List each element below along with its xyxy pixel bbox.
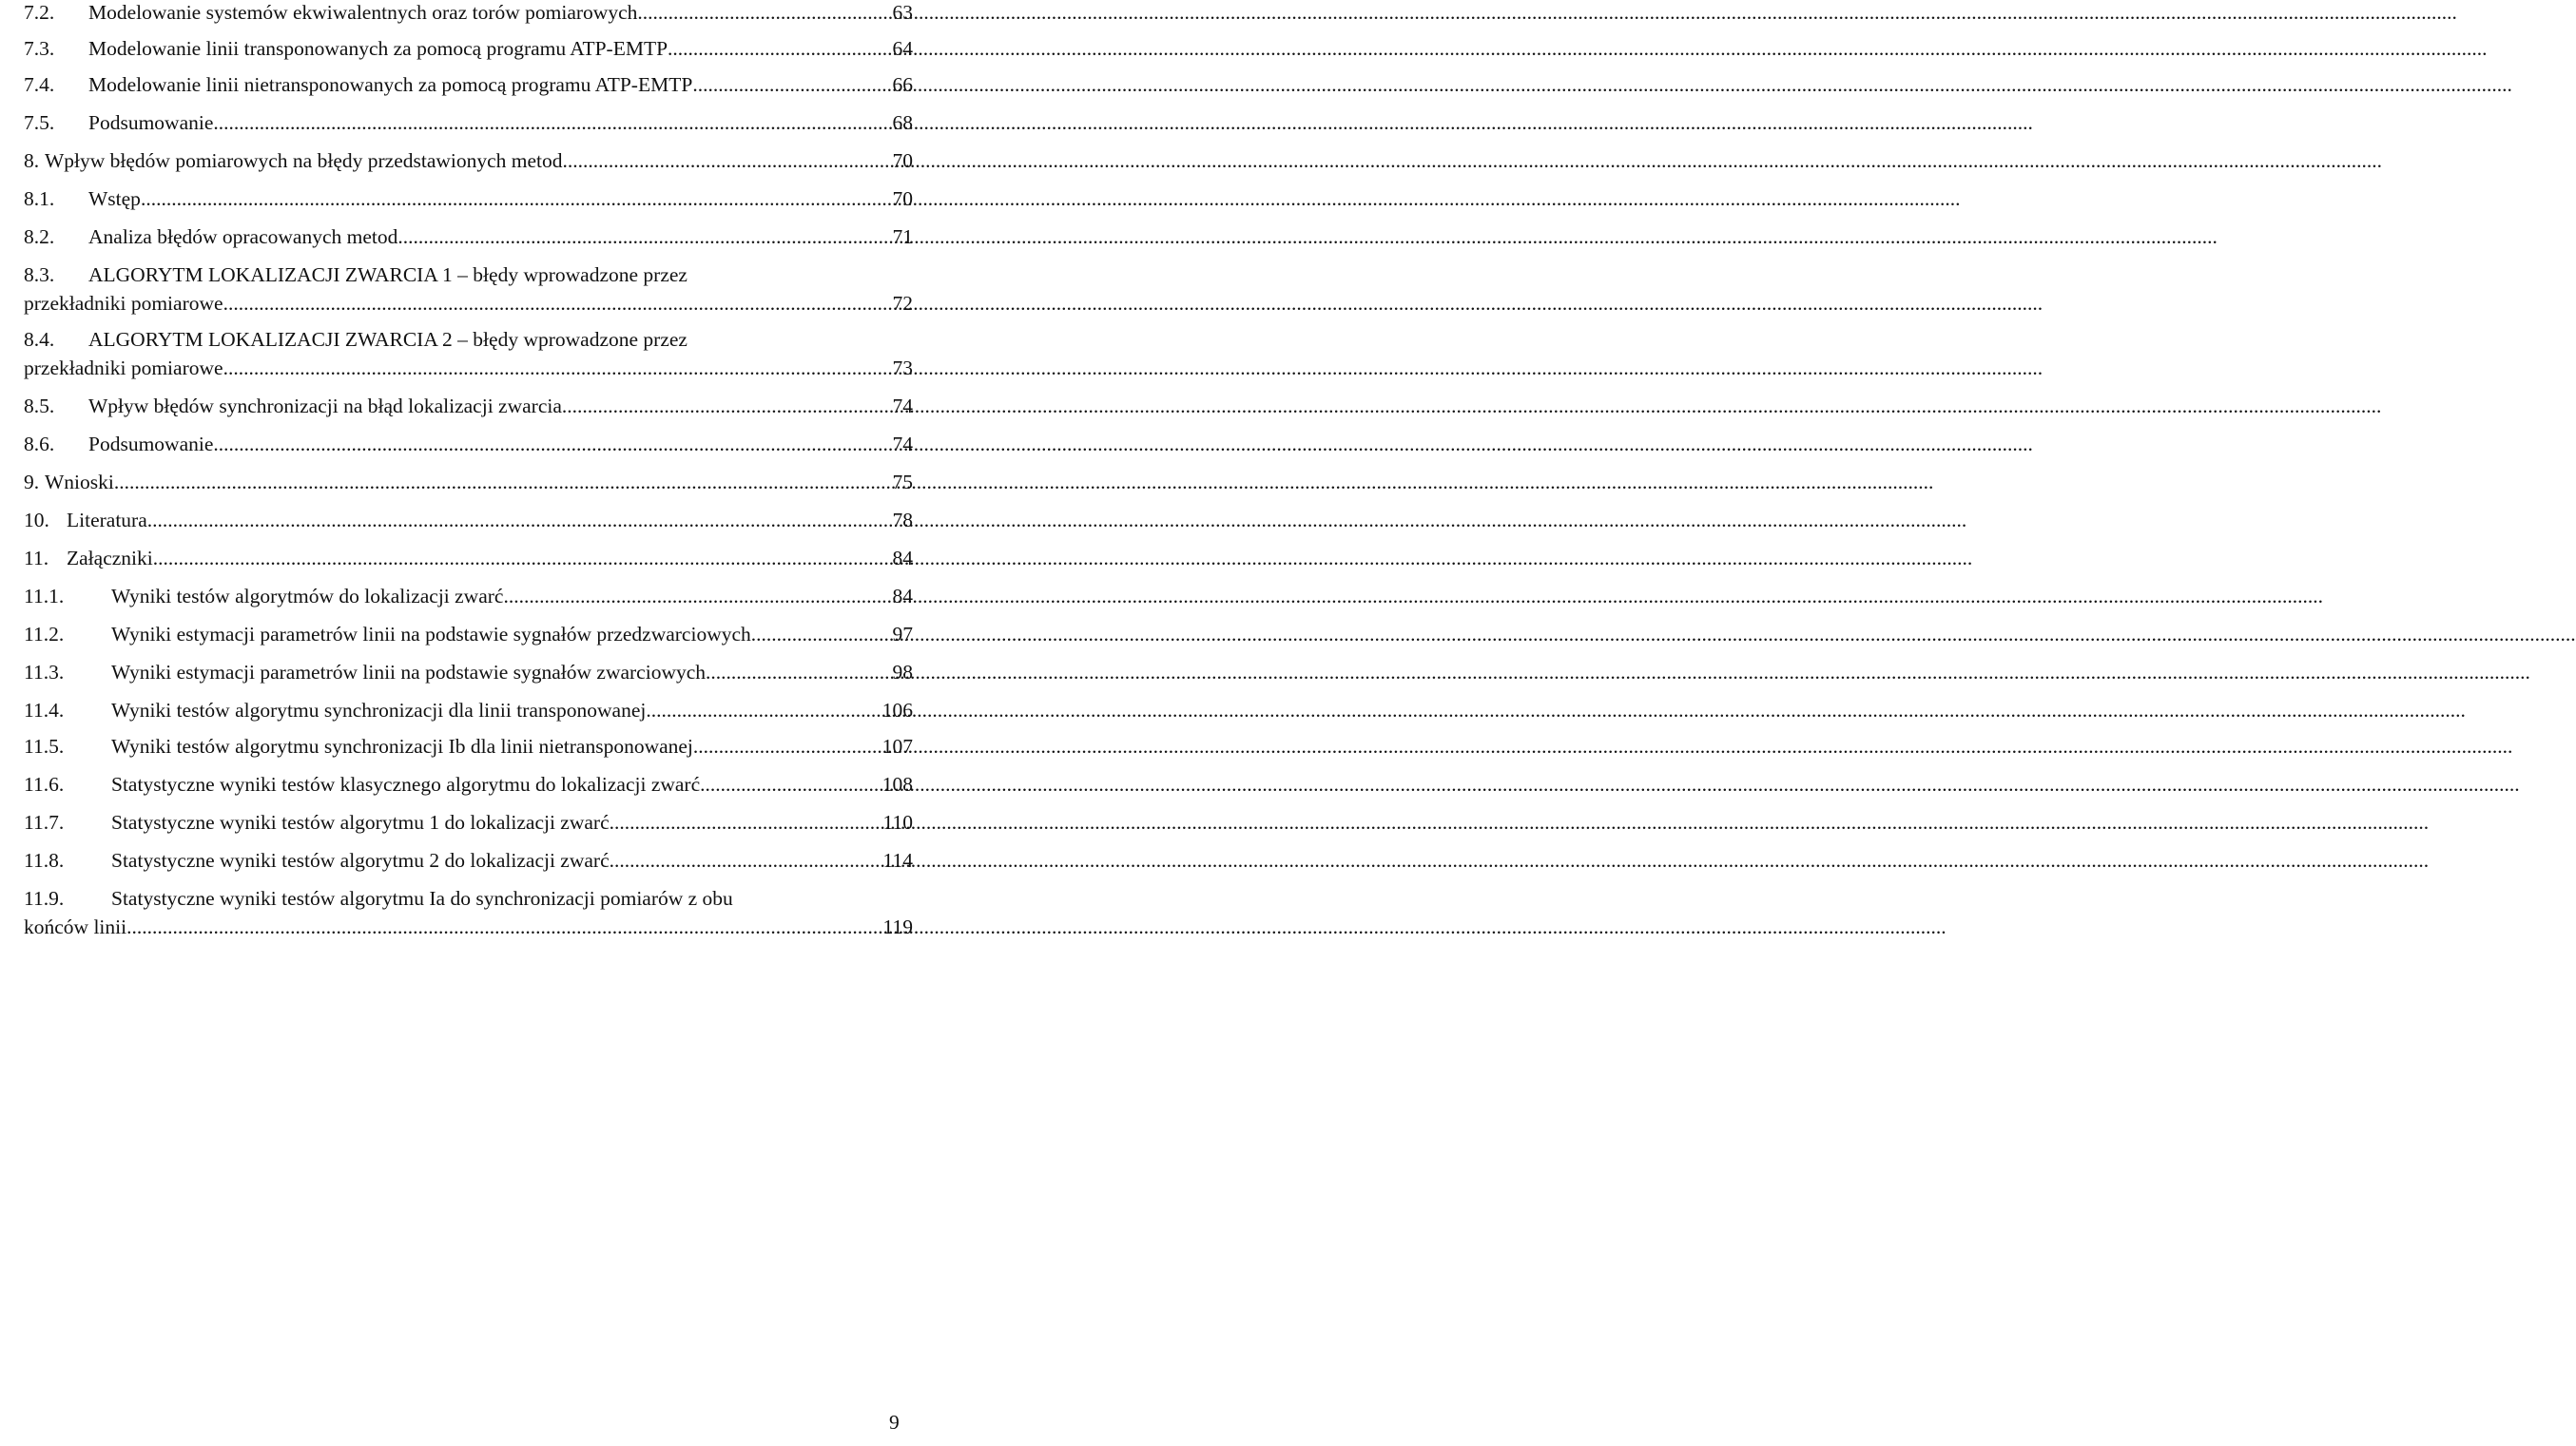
toc-entry-title: ALGORYTM LOKALIZACJI ZWARCIA 1 – błędy wprowadzone przez (88, 263, 688, 286)
toc-entry-page: 108 (881, 773, 913, 796)
toc-leader-dots (610, 810, 883, 835)
toc-leader-dots (213, 110, 892, 135)
toc-entry-title: Wpływ błędów synchronizacji na błąd lokalizacji zwarcia (88, 395, 562, 417)
toc-entry-title: Wyniki testów algorytmu synchronizacji dla linii transponowanej (111, 699, 647, 722)
toc-entry[interactable] (0, 224, 913, 249)
toc-entry[interactable] (0, 148, 913, 173)
toc-entry-page: 119 (882, 916, 913, 938)
toc-entry-title: Literatura (67, 509, 147, 531)
toc-entry-title: Modelowanie linii transponowanych za pomocą programu ATP-EMTP (88, 37, 668, 60)
toc-entry-number: 11. (24, 547, 49, 569)
toc-entry-number: 11.2. (24, 623, 65, 646)
toc-entry-number: 9. (24, 471, 40, 493)
toc-entry-page: 70 (892, 187, 913, 210)
toc-entry-title: Podsumowanie (88, 433, 214, 455)
toc-entry-title: Wyniki testów algorytmów do lokalizacji zwarć (111, 585, 504, 607)
toc-entry[interactable] (0, 584, 913, 608)
toc-entry[interactable] (0, 0, 913, 25)
toc-entry-number: 8.2. (24, 225, 55, 248)
toc-entry-page: 71 (892, 225, 913, 248)
toc-entry-page: 78 (892, 509, 913, 531)
toc-entry-number: 10. (24, 509, 49, 531)
toc-entry-page: 107 (881, 735, 913, 758)
toc-entry-number: 8.5. (24, 395, 55, 417)
toc-leader-dots (114, 470, 893, 494)
toc-leader-dots (213, 432, 892, 456)
toc-entry[interactable] (0, 508, 913, 532)
toc-entry-page: 84 (892, 585, 913, 607)
toc-entry-page: 70 (892, 149, 913, 172)
toc-leader-dots (223, 356, 893, 380)
toc-entry-number: 11.4. (24, 699, 65, 722)
toc-entry-number: 8. (24, 149, 40, 172)
toc-entry-page: 68 (892, 111, 913, 134)
toc-leader-dots (126, 915, 882, 939)
toc-entry-title: Statystyczne wyniki testów klasycznego algorytmu do lokalizacji zwarć (111, 773, 701, 796)
toc-entry-title: Statystyczne wyniki testów algorytmu 2 do lokalizacji zwarć (111, 849, 610, 872)
toc-entry[interactable] (0, 810, 913, 835)
toc-entry-number: 11.3. (24, 661, 65, 684)
toc-entry[interactable] (0, 772, 913, 797)
toc-entry-number: 11.9. (24, 887, 65, 910)
toc-entry[interactable] (0, 734, 913, 759)
toc-entry-page: 106 (881, 699, 913, 722)
toc-leader-dots (710, 660, 892, 684)
table-of-contents (0, 0, 913, 951)
toc-entry[interactable] (0, 698, 913, 723)
toc-entry-page: 110 (882, 811, 913, 834)
toc-entry-title: Wyniki testów algorytmu synchronizacji Ib dla linii nietransponowanej (111, 735, 693, 758)
toc-leader-dots (141, 186, 893, 211)
toc-leader-dots (700, 772, 882, 797)
toc-entry-title: Wyniki estymacji parametrów linii na podstawie sygnałów przedzwarciowych. (111, 623, 757, 646)
toc-leader-dots (397, 224, 892, 249)
toc-entry-title: Statystyczne wyniki testów algorytmu Ia do synchronizacji pomiarów z obu (111, 887, 733, 910)
toc-entry-number: 11.1. (24, 585, 65, 607)
toc-entry[interactable] (0, 394, 913, 418)
toc-entry-page: 98 (892, 661, 913, 684)
toc-entry-title: Załączniki (67, 547, 153, 569)
toc-entry[interactable] (0, 470, 913, 494)
page-number: 9 (889, 1411, 900, 1434)
toc-entry-number: 7.4. (24, 73, 55, 96)
toc-entry-number: 8.1. (24, 187, 55, 210)
toc-leader-dots (646, 698, 881, 723)
toc-entry-title-continued: przekładniki pomiarowe (24, 357, 223, 379)
toc-entry-number: 11.5. (24, 735, 65, 758)
toc-entry-page: 97 (892, 623, 913, 646)
toc-entry-number: 7.5. (24, 111, 55, 134)
toc-leader-dots (637, 0, 892, 25)
toc-entry[interactable] (0, 546, 913, 570)
toc-entry[interactable] (0, 848, 913, 873)
toc-entry-number: 8.6. (24, 433, 55, 455)
toc-entry[interactable] (0, 622, 913, 646)
toc-entry-title: Wnioski (45, 471, 114, 493)
toc-entry-page: 84 (892, 547, 913, 569)
toc-entry-page: 73 (892, 357, 913, 379)
toc-entry-title: Analiza błędów opracowanych metod (88, 225, 398, 248)
toc-leader-dots (147, 508, 893, 532)
toc-leader-dots (563, 148, 893, 173)
toc-leader-dots (692, 72, 892, 97)
toc-leader-dots (562, 394, 893, 418)
toc-entry-title: ALGORYTM LOKALIZACJI ZWARCIA 2 – błędy wprowadzone przez (88, 328, 688, 351)
toc-entry-number: 11.6. (24, 773, 65, 796)
toc-leader-dots (153, 546, 893, 570)
toc-entry[interactable] (0, 186, 913, 211)
toc-entry[interactable] (0, 36, 913, 61)
toc-entry-title: Wpływ błędów pomiarowych na błędy przedstawionych metod (45, 149, 563, 172)
toc-entry[interactable] (0, 432, 913, 456)
toc-entry-page: 72 (892, 292, 913, 315)
toc-entry-page: 74 (892, 433, 913, 455)
toc-entry-number: 7.2. (24, 1, 55, 24)
toc-entry-page: 74 (892, 395, 913, 417)
toc-entry-title: Podsumowanie (88, 111, 214, 134)
toc-entry[interactable] (0, 660, 913, 684)
toc-entry-number: 8.3. (24, 263, 55, 286)
toc-leader-dots (668, 36, 892, 61)
toc-entry-title: Modelowanie linii nietransponowanych za pomocą programu ATP-EMTP (88, 73, 693, 96)
toc-leader-dots (756, 622, 892, 646)
toc-entry-title-continued: końców linii (24, 916, 127, 938)
toc-entry-page: 75 (892, 471, 913, 493)
toc-entry[interactable] (0, 327, 913, 380)
toc-entry[interactable] (0, 72, 913, 97)
toc-entry-title: Wstęp (88, 187, 141, 210)
toc-entry[interactable] (0, 262, 913, 316)
toc-entry-page: 64 (892, 37, 913, 60)
toc-entry-number: 11.7. (24, 811, 65, 834)
toc-entry-title: Wyniki estymacji parametrów linii na podstawie sygnałów zwarciowych. (111, 661, 711, 684)
toc-entry-title: Modelowanie systemów ekwiwalentnych oraz torów pomiarowych (88, 1, 638, 24)
toc-entry-title: Statystyczne wyniki testów algorytmu 1 do lokalizacji zwarć (111, 811, 610, 834)
toc-entry-number: 8.4. (24, 328, 55, 351)
toc-entry-page: 63 (892, 1, 913, 24)
toc-entry-page: 114 (882, 849, 913, 872)
toc-entry-page: 66 (892, 73, 913, 96)
toc-entry[interactable] (0, 886, 913, 939)
toc-leader-dots (503, 584, 892, 608)
toc-leader-dots (610, 848, 883, 873)
toc-entry-number: 11.8. (24, 849, 65, 872)
toc-entry-number: 7.3. (24, 37, 55, 60)
toc-leader-dots (223, 291, 893, 316)
toc-leader-dots (693, 734, 882, 759)
toc-entry[interactable] (0, 110, 913, 135)
toc-entry-title-continued: przekładniki pomiarowe (24, 292, 223, 315)
